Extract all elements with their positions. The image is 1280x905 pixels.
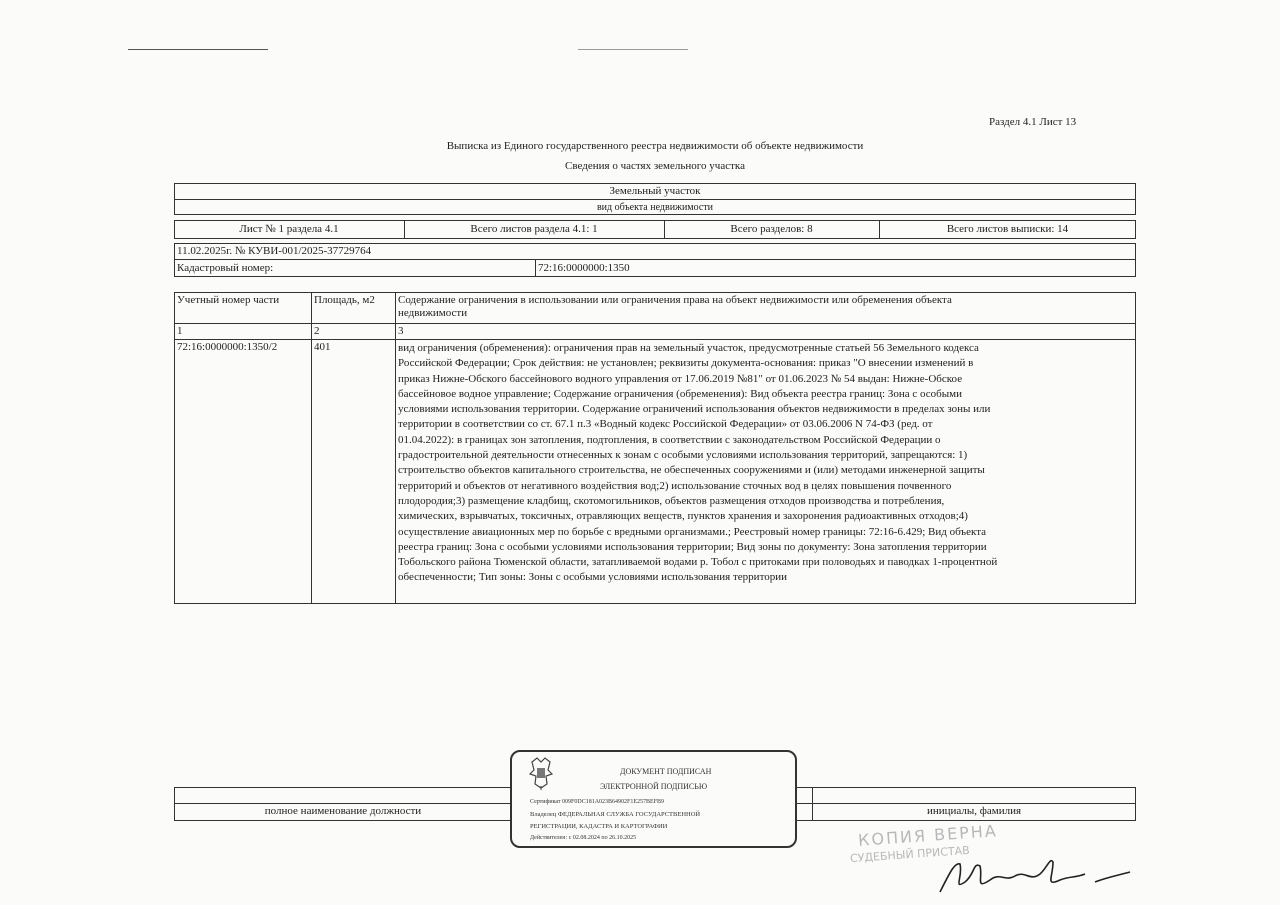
col-number: 1 — [177, 325, 183, 337]
stamp-owner: Владелец ФЕДЕРАЛЬНАЯ СЛУЖБА ГОСУДАРСТВЕННОЙ — [530, 811, 701, 818]
content-line: приказ Нижне-Обского бассейнового водного управления от 17.06.2019 №81" от 01.06.2023 № 54 выдан: Нижне-Обское — [398, 372, 963, 385]
content-line: Российской Федерации; Срок действия: не установлен; реквизиты документа-основания: приказ "О внесении изменений в — [398, 357, 974, 370]
col-number: 2 — [314, 325, 320, 337]
content-line: территории в соответствии со ст. 67.1 п.3 «Водный кодекс Российской Федерации» от 03.06.2006 N 74-ФЗ (ред. от — [398, 418, 933, 431]
content-line: территорий и объектов от негативного воздействия вод;2) использование сточных вод в целях повышения почвенного — [398, 479, 952, 492]
content-line: Тобольского района Тюменской области, затапливаемой водами р. Тобол с притоками при половодьях и паводках 1-процентной — [398, 556, 998, 569]
part-number-cell: 72:16:0000000:1350/2 — [177, 341, 278, 353]
content-line: бассейновое водное управление; Содержание ограничения (обременения): Вид объекта реестра границ: Зона с особыми — [398, 387, 962, 400]
copy-stamp: КОПИЯ ВЕРНА — [857, 821, 999, 850]
stamp-owner: РЕГИСТРАЦИИ, КАДАСТРА И КАРТОГРАФИИ — [530, 823, 668, 830]
handwritten-signature — [935, 852, 1135, 897]
signature-line — [797, 820, 1136, 821]
document-subtitle: Сведения о частях земельного участка — [565, 160, 745, 172]
content-line: 01.04.2022): в границах зон затопления, подтопления, в соответствии с законодательством Российской Федерации о — [398, 433, 941, 446]
document-title: Выписка из Единого государственного реестра недвижимости об объекте недвижимости — [446, 140, 864, 152]
sheet-number: Лист № 1 раздела 4.1 — [239, 223, 339, 235]
total-sections: Всего разделов: 8 — [730, 223, 813, 235]
content-line: реестра границ: Зона с особыми условиями использования территории; Вид зоны по документу: Зона затопления территории — [398, 540, 987, 553]
section-sheet-label: Раздел 4.1 Лист 13 — [989, 116, 1077, 128]
divider — [535, 259, 536, 277]
stamp-validity: Действителен: с 02.08.2024 по 26.10.2025 — [530, 835, 637, 841]
stamp-line2: ЭЛЕКТРОННОЙ ПОДПИСЬЮ — [600, 782, 708, 791]
name-label: инициалы, фамилия — [926, 805, 1022, 817]
col-number: 3 — [398, 325, 404, 337]
doc-date-number: 11.02.2025г. № КУВИ-001/2025-37729764 — [177, 245, 372, 257]
divider — [174, 259, 1136, 260]
cadastral-label: Кадастровый номер: — [177, 262, 274, 274]
header-part-number: Учетный номер части — [177, 294, 280, 306]
content-line: строительство объектов капитального строительства, не обеспеченных сооружениями и (или) методами инженерной защиты — [398, 464, 985, 477]
content-line: градостроительной деятельности отнесенных к зонам с особыми условиями использования территорий, запрещаются: 1) — [398, 449, 968, 462]
header-content: Содержание ограничения в использовании или ограничения права на объект недвижимости или обременения объекта — [398, 294, 952, 306]
signature-line — [174, 787, 512, 788]
scan-line — [128, 49, 268, 50]
position-label: полное наименование должности — [264, 805, 422, 817]
cadastral-value: 72:16:0000000:1350 — [538, 262, 630, 274]
coat-of-arms-icon — [528, 756, 554, 790]
total-section-sheets: Всего листов раздела 4.1: 1 — [470, 223, 598, 235]
header-content: недвижимости — [398, 307, 468, 319]
copy-stamp: СУДЕБНЫЙ ПРИСТАВ — [849, 843, 971, 866]
header-area: Площадь, м2 — [314, 294, 375, 306]
content-line: условиями использования территории. Содержание ограничений использования объектов недвижимости в пределах зоны или — [398, 403, 991, 416]
content-cell — [398, 341, 997, 586]
content-line: осуществление авиационных мер по борьбе с вредными организмами.; Реестровый номер границы: 72:16-6.429; Вид объекта — [398, 525, 987, 538]
divider — [395, 292, 396, 604]
stamp-line1: ДОКУМЕНТ ПОДПИСАН — [620, 767, 712, 776]
object-type-label: вид объекта недвижимости — [596, 202, 714, 213]
content-line: обеспеченности; Тип зоны: Зоны с особыми условиями использования территории — [398, 571, 788, 584]
content-line: химических, взрывчатых, токсичных, отравляющих веществ, пунктов хранения и захоронения радиоактивных отходов;4) — [398, 510, 968, 523]
signature-line — [174, 820, 512, 821]
electronic-signature-stamp — [510, 750, 797, 848]
divider — [311, 292, 312, 604]
total-sheets: Всего листов выписки: 14 — [946, 223, 1069, 235]
content-line: вид ограничения (обременения): ограничения прав на земельный участок, предусмотренные статьей 56 Земельного кодекса — [398, 342, 979, 354]
stamp-certificate: Сертификат 009F0DC181A023B64902F1E257BEFB9 — [530, 799, 665, 805]
signature-line — [797, 787, 1136, 788]
object-type-value: Земельный участок — [609, 185, 701, 197]
content-line: плодородия;3) размещение кладбищ, скотомогильников, объектов размещения отходов производства и потребления, — [398, 494, 945, 507]
area-cell: 401 — [314, 341, 331, 353]
scan-line — [578, 49, 688, 50]
